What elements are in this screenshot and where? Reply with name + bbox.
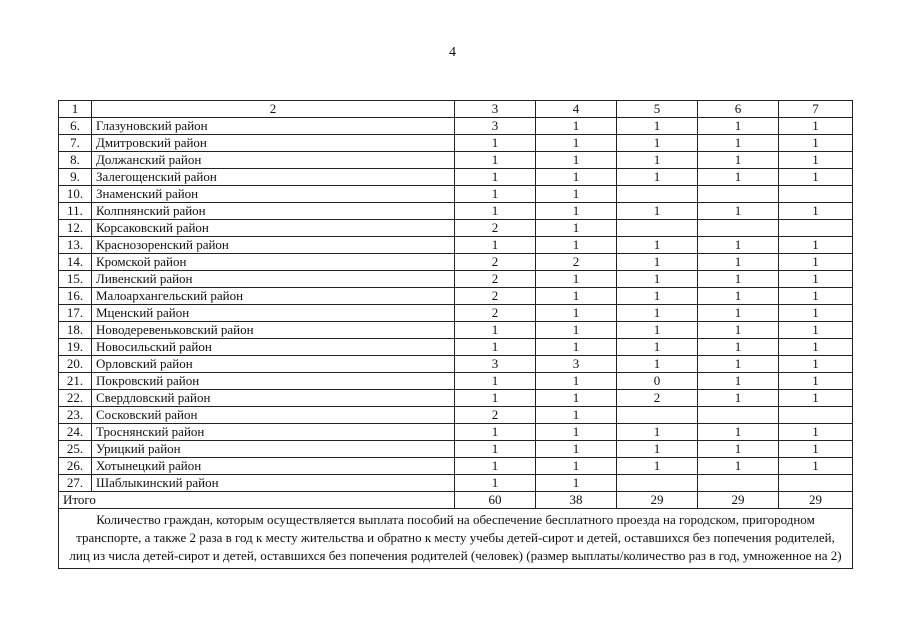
district-name-cell: Сосковский район xyxy=(92,407,455,424)
value-cell: 1 xyxy=(536,407,617,424)
table-row xyxy=(59,169,853,186)
total-cell: 29 xyxy=(779,492,853,509)
total-cell: 29 xyxy=(698,492,779,509)
row-number-cell: 13. xyxy=(59,237,92,254)
value-cell: 1 xyxy=(698,339,779,356)
value-cell: 1 xyxy=(455,339,536,356)
row-number-cell: 19. xyxy=(59,339,92,356)
table-row xyxy=(59,288,853,305)
district-name-cell: Троснянский район xyxy=(92,424,455,441)
value-cell: 1 xyxy=(779,356,853,373)
value-cell: 1 xyxy=(455,390,536,407)
total-cell: 60 xyxy=(455,492,536,509)
row-number-cell: 14. xyxy=(59,254,92,271)
table-row xyxy=(59,424,853,441)
row-number-cell: 25. xyxy=(59,441,92,458)
value-cell: 1 xyxy=(779,373,853,390)
value-cell: 1 xyxy=(617,254,698,271)
value-cell: 1 xyxy=(617,152,698,169)
total-cell: 38 xyxy=(536,492,617,509)
value-cell: 1 xyxy=(455,475,536,492)
district-name-cell: Шаблыкинский район xyxy=(92,475,455,492)
value-cell: 1 xyxy=(779,118,853,135)
row-number-cell: 26. xyxy=(59,458,92,475)
value-cell xyxy=(698,475,779,492)
district-name-cell: Корсаковский район xyxy=(92,220,455,237)
value-cell: 1 xyxy=(617,322,698,339)
value-cell: 2 xyxy=(536,254,617,271)
table-row xyxy=(59,407,853,424)
table-row xyxy=(59,203,853,220)
district-name-cell: Кромской район xyxy=(92,254,455,271)
value-cell: 1 xyxy=(698,288,779,305)
total-cell: 29 xyxy=(617,492,698,509)
value-cell: 1 xyxy=(698,271,779,288)
value-cell: 1 xyxy=(455,203,536,220)
value-cell: 1 xyxy=(536,186,617,203)
row-number-cell: 20. xyxy=(59,356,92,373)
table-row xyxy=(59,373,853,390)
value-cell: 1 xyxy=(536,169,617,186)
value-cell: 1 xyxy=(536,424,617,441)
value-cell: 2 xyxy=(455,254,536,271)
district-name-cell: Новосильский район xyxy=(92,339,455,356)
value-cell: 1 xyxy=(617,339,698,356)
value-cell: 1 xyxy=(536,135,617,152)
value-cell: 1 xyxy=(779,441,853,458)
value-cell: 1 xyxy=(779,237,853,254)
value-cell: 1 xyxy=(455,186,536,203)
value-cell: 1 xyxy=(455,424,536,441)
row-number-cell: 8. xyxy=(59,152,92,169)
row-number-cell: 12. xyxy=(59,220,92,237)
value-cell: 1 xyxy=(536,203,617,220)
table-row xyxy=(59,356,853,373)
value-cell: 1 xyxy=(536,475,617,492)
value-cell: 1 xyxy=(617,356,698,373)
value-cell: 1 xyxy=(617,203,698,220)
value-cell: 1 xyxy=(536,458,617,475)
value-cell: 1 xyxy=(617,118,698,135)
value-cell xyxy=(617,475,698,492)
value-cell xyxy=(779,220,853,237)
value-cell: 1 xyxy=(617,135,698,152)
table-row xyxy=(59,441,853,458)
district-name-cell: Знаменский район xyxy=(92,186,455,203)
table-header-row xyxy=(59,101,853,118)
value-cell: 1 xyxy=(617,458,698,475)
value-cell xyxy=(779,407,853,424)
table-row xyxy=(59,339,853,356)
table-row xyxy=(59,186,853,203)
value-cell: 1 xyxy=(536,390,617,407)
value-cell: 1 xyxy=(698,169,779,186)
row-number-cell: 17. xyxy=(59,305,92,322)
value-cell: 1 xyxy=(698,356,779,373)
value-cell: 1 xyxy=(698,152,779,169)
value-cell: 1 xyxy=(779,322,853,339)
value-cell: 1 xyxy=(455,152,536,169)
value-cell: 3 xyxy=(455,118,536,135)
value-cell: 1 xyxy=(617,288,698,305)
total-row xyxy=(59,492,853,509)
row-number-cell: 15. xyxy=(59,271,92,288)
value-cell: 2 xyxy=(455,220,536,237)
value-cell: 1 xyxy=(536,305,617,322)
row-number-cell: 6. xyxy=(59,118,92,135)
value-cell: 1 xyxy=(536,441,617,458)
table-row xyxy=(59,390,853,407)
district-name-cell: Малоархангельский район xyxy=(92,288,455,305)
value-cell xyxy=(617,407,698,424)
value-cell: 1 xyxy=(536,237,617,254)
value-cell: 2 xyxy=(455,288,536,305)
value-cell: 1 xyxy=(698,203,779,220)
table-row xyxy=(59,475,853,492)
value-cell: 1 xyxy=(779,152,853,169)
district-name-cell: Мценский район xyxy=(92,305,455,322)
value-cell: 3 xyxy=(536,356,617,373)
value-cell: 1 xyxy=(536,118,617,135)
value-cell: 1 xyxy=(779,339,853,356)
table-row xyxy=(59,271,853,288)
table-row xyxy=(59,305,853,322)
value-cell: 1 xyxy=(698,424,779,441)
value-cell xyxy=(698,407,779,424)
value-cell: 1 xyxy=(455,322,536,339)
table-row xyxy=(59,254,853,271)
district-name-cell: Ливенский район xyxy=(92,271,455,288)
district-name-cell: Хотынецкий район xyxy=(92,458,455,475)
value-cell: 2 xyxy=(617,390,698,407)
district-name-cell: Новодеревеньковский район xyxy=(92,322,455,339)
value-cell xyxy=(779,186,853,203)
value-cell: 1 xyxy=(779,390,853,407)
value-cell xyxy=(779,475,853,492)
table-row xyxy=(59,220,853,237)
value-cell: 1 xyxy=(779,254,853,271)
value-cell: 1 xyxy=(779,305,853,322)
value-cell: 0 xyxy=(617,373,698,390)
value-cell: 1 xyxy=(779,271,853,288)
value-cell: 1 xyxy=(455,135,536,152)
value-cell: 1 xyxy=(779,203,853,220)
row-number-cell: 7. xyxy=(59,135,92,152)
value-cell: 1 xyxy=(617,271,698,288)
value-cell xyxy=(698,220,779,237)
value-cell: 2 xyxy=(455,271,536,288)
table-row xyxy=(59,118,853,135)
value-cell: 1 xyxy=(698,441,779,458)
total-label: Итого xyxy=(59,492,455,509)
table-row xyxy=(59,322,853,339)
value-cell: 1 xyxy=(698,322,779,339)
footnote-row xyxy=(59,509,853,569)
value-cell: 1 xyxy=(536,288,617,305)
row-number-cell: 11. xyxy=(59,203,92,220)
value-cell: 1 xyxy=(455,169,536,186)
value-cell: 1 xyxy=(779,288,853,305)
column-header: 1 xyxy=(59,101,92,118)
value-cell: 1 xyxy=(698,373,779,390)
district-name-cell: Свердловский район xyxy=(92,390,455,407)
row-number-cell: 27. xyxy=(59,475,92,492)
value-cell: 1 xyxy=(536,152,617,169)
row-number-cell: 24. xyxy=(59,424,92,441)
district-name-cell: Залегощенский район xyxy=(92,169,455,186)
value-cell xyxy=(698,186,779,203)
table-row xyxy=(59,458,853,475)
row-number-cell: 16. xyxy=(59,288,92,305)
column-header: 3 xyxy=(455,101,536,118)
value-cell: 1 xyxy=(617,169,698,186)
column-header: 7 xyxy=(779,101,853,118)
value-cell: 1 xyxy=(536,220,617,237)
value-cell xyxy=(617,186,698,203)
value-cell: 1 xyxy=(536,271,617,288)
value-cell: 1 xyxy=(455,237,536,254)
value-cell: 1 xyxy=(455,373,536,390)
row-number-cell: 9. xyxy=(59,169,92,186)
value-cell: 1 xyxy=(617,424,698,441)
value-cell: 1 xyxy=(698,254,779,271)
column-header: 2 xyxy=(92,101,455,118)
table-row xyxy=(59,237,853,254)
value-cell: 1 xyxy=(698,118,779,135)
value-cell: 1 xyxy=(698,305,779,322)
district-name-cell: Дмитровский район xyxy=(92,135,455,152)
value-cell: 2 xyxy=(455,407,536,424)
page-number: 4 xyxy=(449,45,456,60)
district-name-cell: Колпнянский район xyxy=(92,203,455,220)
value-cell xyxy=(617,220,698,237)
value-cell: 1 xyxy=(698,237,779,254)
district-name-cell: Глазуновский район xyxy=(92,118,455,135)
value-cell: 1 xyxy=(617,305,698,322)
district-table xyxy=(58,100,853,569)
row-number-cell: 21. xyxy=(59,373,92,390)
table-row xyxy=(59,135,853,152)
district-name-cell: Орловский район xyxy=(92,356,455,373)
column-header: 4 xyxy=(536,101,617,118)
value-cell: 2 xyxy=(455,305,536,322)
value-cell: 1 xyxy=(698,458,779,475)
value-cell: 1 xyxy=(455,458,536,475)
district-name-cell: Должанский район xyxy=(92,152,455,169)
value-cell: 1 xyxy=(617,237,698,254)
value-cell: 1 xyxy=(536,322,617,339)
value-cell: 1 xyxy=(698,390,779,407)
row-number-cell: 22. xyxy=(59,390,92,407)
row-number-cell: 10. xyxy=(59,186,92,203)
value-cell: 1 xyxy=(779,458,853,475)
column-header: 5 xyxy=(617,101,698,118)
value-cell: 1 xyxy=(779,424,853,441)
value-cell: 3 xyxy=(455,356,536,373)
row-number-cell: 23. xyxy=(59,407,92,424)
row-number-cell: 18. xyxy=(59,322,92,339)
district-name-cell: Краснозоренский район xyxy=(92,237,455,254)
column-header: 6 xyxy=(698,101,779,118)
district-name-cell: Урицкий район xyxy=(92,441,455,458)
table-row xyxy=(59,152,853,169)
district-name-cell: Покровский район xyxy=(92,373,455,390)
value-cell: 1 xyxy=(536,339,617,356)
value-cell: 1 xyxy=(536,373,617,390)
table-footnote: Количество граждан, которым осуществляется выплата пособий на обеспечение бесплатного проезда на городском, пригородном транспорте, а также 2 раза в год к месту жительства и обратно к месту учебы детей-сирот и детей, оставшихся без попечения родителей, лиц из числа детей-сирот и детей, оставшихся без попечения родителей (человек) (размер выплаты/количество раз в год, умноженное на 2) xyxy=(59,509,853,569)
value-cell: 1 xyxy=(779,135,853,152)
value-cell: 1 xyxy=(455,441,536,458)
value-cell: 1 xyxy=(698,135,779,152)
value-cell: 1 xyxy=(779,169,853,186)
value-cell: 1 xyxy=(617,441,698,458)
